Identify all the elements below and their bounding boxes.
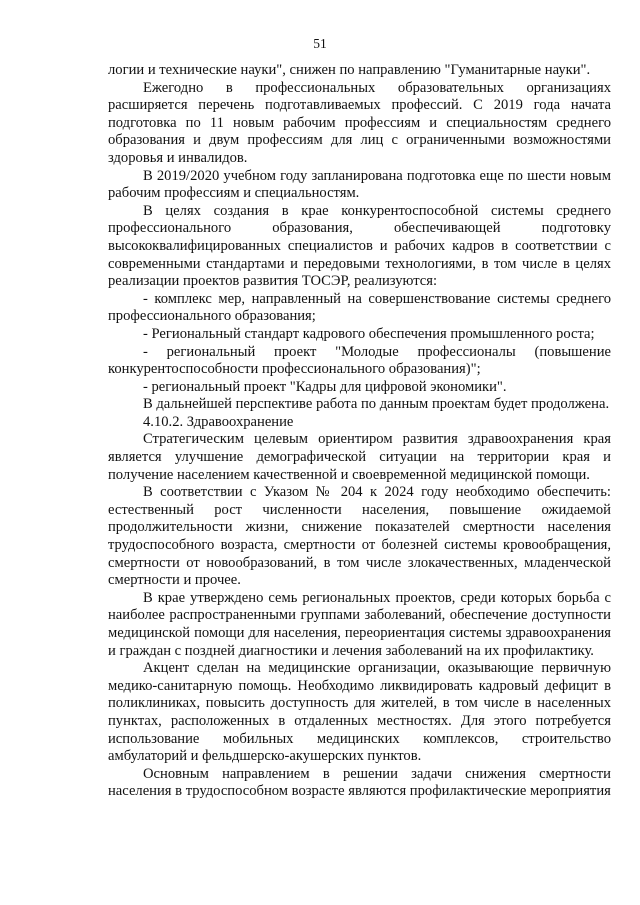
paragraph: Основным направлением в решении задачи снижения смертности населения в трудоспособном возрасте являются профилактические мероприятия — [108, 765, 611, 800]
list-item: - региональный проект "Молодые профессионалы (повышение конкурентоспособности профессионального образования)"; — [108, 343, 611, 378]
paragraph: Стратегическим целевым ориентиром развития здравоохранения края является улучшение демографической ситуации на территории края и получение населением качественной и своевременной медицинской помощи. — [108, 431, 611, 483]
section-heading: 4.10.2. Здравоохранение — [143, 413, 294, 430]
paragraph-continuation: логии и технические науки", снижен по направлению "Гуманитарные науки". — [108, 62, 591, 78]
paragraph: В дальнейшей перспективе работа по данным проектам будет продолжена. — [143, 396, 610, 413]
paragraph: Ежегодно в профессиональных образовательных организациях расширяется перечень подготавливаемых профессий. С 2019 года начата подготовка по 11 новым рабочим профессиям и специальностям среднего образования и двум профессиям для лиц с ограниченными возможностями здоровья и инвалидов. — [108, 79, 611, 166]
body-text — [108, 62, 611, 801]
list-item: - комплекс мер, направленный на совершенствование системы среднего профессионального образования; — [108, 290, 611, 325]
paragraph: В 2019/2020 учебном году запланирована подготовка еще по шести новым рабочим профессиям и специальностям. — [108, 167, 611, 202]
page-number: 51 — [313, 36, 327, 51]
paragraph: В соответствии с Указом № 204 к 2024 году необходимо обеспечить: естественный рост численности населения, повышение ожидаемой продолжительности жизни, снижение показателей смертности населения трудоспособного возраста, смертности от болезней системы кровообращения, смертности от новообразований, в том числе злокачественных, младенческой смертности и прочее. — [108, 484, 611, 589]
list-item: - Региональный стандарт кадрового обеспечения промышленного роста; — [143, 325, 595, 342]
paragraph: В целях создания в крае конкурентоспособной системы среднего профессионального образования, обеспечивающей подготовку высококвалифицированных специалистов и рабочих кадров в соответствии с современными стандартами и передовыми технологиями, в том числе в целях реализации проектов развития ТОСЭР, реализуются: — [108, 202, 611, 290]
list-item: - региональный проект "Кадры для цифровой экономики". — [143, 378, 507, 395]
paragraph: Акцент сделан на медицинские организации, оказывающие первичную медико-санитарную помощь. Необходимо ликвидировать кадровый дефицит в поликлиниках, повысить доступность для жителей, в том числе в населенных пунктах, расположенных в отдаленных местностях. Для этого потребуется использование мобильных медицинских комплексов, строительство амбулаторий и фельдшерско-акушерских пунктов. — [108, 660, 611, 765]
paragraph: В крае утверждено семь региональных проектов, среди которых борьба с наиболее распространенными группами заболеваний, обеспечение доступности медицинской помощи для населения, переориентация системы здравоохранения и граждан с поздней диагностики и лечения заболеваний на их профилактику. — [108, 589, 611, 659]
